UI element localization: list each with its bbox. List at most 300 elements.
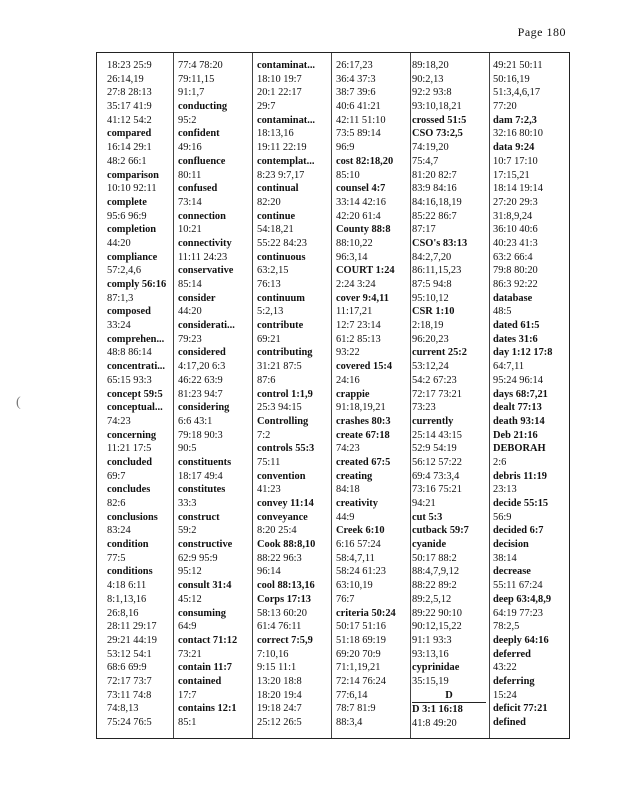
index-entry-refs: 77:4 78:20	[178, 60, 223, 71]
index-column-2	[178, 59, 250, 730]
index-entry-refs: 86:11,15,23	[412, 265, 462, 277]
index-entry-refs: 78:7 81:9	[336, 703, 376, 715]
index-entry-term: constituents	[178, 456, 232, 468]
index-entry-refs: 82:20	[257, 196, 281, 208]
index-entry-refs: 41:23	[257, 484, 281, 496]
index-entry-term: Cook 88:8,10	[257, 539, 316, 551]
index-entry-refs: 25:12 26:5	[257, 717, 302, 728]
index-entry-refs: 64:19 77:23	[493, 607, 543, 619]
index-entry-refs: 79:18 90:3	[178, 429, 223, 441]
index-entry-refs: 80:11	[178, 169, 202, 181]
index-entry-refs: 59:2	[178, 525, 197, 537]
index-entry-term: deep 63:4,8,9	[493, 593, 552, 605]
index-entry-term: considered	[178, 347, 226, 359]
index-entry-refs: 58:13 60:20	[257, 607, 307, 619]
index-entry-refs: 20:1 22:17	[257, 87, 302, 99]
index-entry-refs: 56:9	[493, 511, 512, 523]
index-entry-term: constitutes	[178, 484, 226, 496]
index-entry-refs: 93:13,16	[412, 648, 449, 660]
index-entry-refs: 63:2 66:4	[493, 251, 533, 263]
index-entry-term: conclusions	[107, 511, 158, 523]
index-entry-term: connectivity	[178, 237, 232, 249]
index-entry-term: contemplat...	[257, 155, 315, 167]
index-entry-term: conservative	[178, 265, 234, 277]
index-entry-refs: 64:7,11	[493, 361, 525, 373]
index-entry-refs: 19:11 22:19	[257, 142, 307, 154]
index-column-3	[257, 59, 329, 730]
index-entry-refs: 6:6 43:1	[178, 415, 213, 427]
index-entry-refs: 75:4,7	[412, 155, 439, 167]
index-entry-refs: 32:16 80:10	[493, 128, 543, 140]
index-entry-refs: 18:17 49:4	[178, 470, 223, 482]
index-entry-term: considerati...	[178, 320, 235, 332]
index-entry-refs: 77:5	[107, 552, 126, 564]
index-entry-term: decrease	[493, 566, 531, 578]
index-entry-term: concludes	[107, 484, 151, 496]
index-entry-term: current 25:2	[412, 347, 467, 359]
index-entry-term: considering	[178, 402, 230, 414]
index-entry-refs: 73:5 89:14	[336, 128, 381, 140]
index-entry-term: Controlling	[257, 415, 309, 427]
index-column-1	[107, 59, 171, 730]
index-entry-refs: 69:20 70:9	[336, 648, 381, 660]
index-entry-refs: 73:11 74:8	[107, 689, 152, 701]
index-entry-refs: 82:6	[107, 498, 126, 509]
index-entry-refs: 87:17	[412, 224, 436, 236]
index-entry-refs: 18:20 19:4	[257, 689, 302, 701]
index-entry-refs: 33:3	[178, 498, 197, 509]
index-entry-term: database	[493, 292, 533, 304]
index-entry-term: cyprinidae	[412, 662, 460, 674]
index-entry-term: conceptual...	[107, 402, 163, 414]
word-index-box	[96, 52, 570, 739]
index-entry-refs: 95:24 96:14	[493, 374, 543, 386]
index-entry-refs: 85:22 86:7	[412, 210, 457, 222]
index-entry-term: counsel 4:7	[336, 183, 386, 195]
index-entry-refs: 91:18,19,21	[336, 402, 386, 414]
index-entry-refs: 55:11 67:24	[493, 580, 543, 592]
index-entry-term: deferring	[493, 675, 535, 687]
index-entry-refs: 40:23 41:3	[493, 237, 538, 249]
index-entry-term: deferred	[493, 648, 531, 660]
index-entry-refs: 64:9	[178, 621, 197, 633]
index-entry-refs: 55:22 84:23	[257, 237, 307, 249]
index-entry-term: crossed 51:5	[412, 114, 467, 126]
index-entry-refs: 27:20 29:3	[493, 196, 538, 208]
index-entry-refs: 44:20	[178, 306, 202, 318]
index-entry-refs: 18:10 19:7	[257, 73, 302, 85]
index-entry-refs: 95:6 96:9	[107, 210, 147, 222]
index-entry-refs: 74:19,20	[412, 142, 449, 154]
index-column-6	[493, 59, 569, 730]
index-entry-term: creativity	[336, 498, 378, 509]
column-divider	[410, 53, 411, 738]
index-entry-refs: 50:16,19	[493, 73, 530, 85]
index-entry-refs: 74:23	[107, 415, 131, 427]
index-entry-term: contaminat...	[257, 114, 316, 126]
index-entry-refs: 79:11,15	[178, 73, 215, 85]
index-entry-refs: 8:20 25:4	[257, 525, 297, 537]
index-entry-refs: 2:6	[493, 456, 507, 468]
index-entry-term: created 67:5	[336, 456, 391, 468]
column-divider	[331, 53, 332, 738]
index-column-5	[412, 59, 486, 731]
index-entry-term: conditions	[107, 566, 153, 578]
index-entry-term: death 93:14	[493, 415, 545, 427]
index-entry-refs: 81:20 82:7	[412, 169, 457, 181]
index-entry-term: data 9:24	[493, 142, 535, 154]
margin-mark: (	[16, 395, 21, 410]
index-entry-term: dam 7:2,3	[493, 114, 537, 126]
index-entry-refs: 88:22 96:3	[257, 552, 302, 564]
index-entry-refs: 53:12,24	[412, 361, 449, 373]
index-entry-refs: 81:23 94:7	[178, 388, 223, 400]
index-entry-refs: 18:23 25:9	[107, 60, 152, 71]
index-entry-term: criteria 50:24	[336, 607, 396, 619]
index-entry-refs: 58:24 61:23	[336, 566, 386, 578]
index-entry-refs: 61:2 85:13	[336, 333, 381, 345]
index-entry-term: convention	[257, 470, 306, 482]
index-column-4	[336, 59, 408, 730]
index-entry-term: condition	[107, 539, 149, 551]
index-entry-refs: 19:18 24:7	[257, 703, 302, 715]
index-entry-term: continuous	[257, 251, 306, 263]
index-entry-refs: 48:5	[493, 306, 512, 318]
index-entry-term: consider	[178, 292, 216, 304]
index-entry-refs: 72:14 76:24	[336, 675, 386, 687]
column-divider	[173, 53, 174, 738]
index-entry-refs: 90:5	[178, 443, 197, 455]
index-entry-refs: 69:21	[257, 333, 281, 345]
index-entry-term: contain 11:7	[178, 662, 232, 674]
index-entry-term: completion	[107, 224, 157, 236]
index-entry-refs: 89:22 90:10	[412, 607, 462, 619]
index-entry-refs: 10:7 17:10	[493, 155, 538, 167]
index-entry-term: correct 7:5,9	[257, 634, 313, 646]
index-entry-term: dates 31:6	[493, 333, 538, 345]
index-entry-term: concluded	[107, 456, 153, 468]
index-entry-refs: 84:16,18,19	[412, 196, 462, 208]
index-entry-term: continuum	[257, 292, 305, 304]
index-entry-refs: 36:10 40:6	[493, 224, 538, 236]
index-entry-term: continual	[257, 183, 299, 195]
index-entry-refs: 51:18 69:19	[336, 634, 386, 646]
index-entry-term: covered 15:4	[336, 361, 393, 373]
index-entry-term: decide 55:15	[493, 498, 549, 509]
index-entry-refs: 35:15,19	[412, 675, 449, 687]
index-entry-refs: 73:16 75:21	[412, 484, 462, 496]
index-entry-refs: 43:22	[493, 662, 517, 674]
index-entry-refs: 7:2	[257, 429, 271, 441]
index-entry-refs: 87:5 94:8	[412, 279, 452, 290]
index-entry-term: deficit 77:21	[493, 703, 548, 715]
index-entry-term: debris 11:19	[493, 470, 547, 482]
index-entry-refs: 50:17 51:16	[336, 621, 386, 633]
index-entry-refs: 41:12 54:2	[107, 114, 152, 126]
index-entry-term: crashes 80:3	[336, 415, 391, 427]
index-entry-refs: 33:14 42:16	[336, 196, 386, 208]
index-section-letter: D	[412, 689, 486, 704]
index-entry-refs: 2:18,19	[412, 320, 444, 332]
index-entry-term: Corps 17:13	[257, 593, 311, 605]
index-entry-refs: 4:18 6:11	[107, 580, 147, 592]
index-entry-refs: 69:7	[107, 470, 126, 482]
index-entry-refs: 38:14	[493, 552, 517, 564]
index-entry-refs: 79:23	[178, 333, 202, 345]
index-entry-term: complete	[107, 196, 147, 208]
index-entry-term: creating	[336, 470, 373, 482]
index-entry-refs: 26:17,23	[336, 60, 373, 71]
index-entry-refs: 74:8,13	[107, 703, 139, 715]
index-entry-refs: 10:21	[178, 224, 202, 236]
index-entry-refs: 96:20,23	[412, 333, 449, 345]
index-entry-term: control 1:1,9	[257, 388, 313, 400]
index-entry-refs: 23:13	[493, 484, 517, 496]
index-entry-refs: 17:15,21	[493, 169, 530, 181]
index-entry-refs: 8:23 9:7,17	[257, 169, 305, 181]
index-entry-refs: 42:11 51:10	[336, 114, 386, 126]
index-entry-refs: 24:16	[336, 374, 360, 386]
index-entry-refs: 31:8,9,24	[493, 210, 533, 222]
index-entry-term: CSO 73:2,5	[412, 128, 463, 140]
index-entry-term: construct	[178, 511, 220, 523]
index-entry-refs: 49:21 50:11	[493, 60, 543, 71]
index-entry-refs: 53:12 54:1	[107, 648, 152, 660]
index-entry-refs: 50:17 88:2	[412, 552, 457, 564]
index-entry-term: COURT 1:24	[336, 265, 395, 277]
index-entry-refs: 40:6 41:21	[336, 101, 381, 113]
index-entry-refs: 26:14,19	[107, 73, 144, 85]
index-entry-refs: 85:10	[336, 169, 360, 181]
index-entry-refs: 74:23	[336, 443, 360, 455]
index-entry-term: composed	[107, 306, 151, 318]
index-entry-refs: 96:3,14	[336, 251, 368, 263]
index-entry-refs: 2:24 3:24	[336, 279, 376, 290]
index-entry-refs: 25:3 94:15	[257, 402, 302, 414]
index-entry-refs: 41:8 49:20	[412, 718, 457, 729]
index-entry-refs: 10:10 92:11	[107, 183, 157, 195]
index-entry-refs: 96:14	[257, 566, 281, 578]
index-entry-term: decided 6:7	[493, 525, 544, 537]
index-entry-refs: 61:4 76:11	[257, 621, 302, 633]
index-entry-refs: 13:20 18:8	[257, 675, 302, 687]
index-entry-refs: 4:17,20 6:3	[178, 361, 226, 373]
index-entry-term: dated 61:5	[493, 320, 540, 332]
index-entry-refs: 90:12,15,22	[412, 621, 462, 633]
index-entry-refs: 89:2,5,12	[412, 593, 452, 605]
index-entry-refs: 63:2,15	[257, 265, 289, 277]
index-entry-refs: 29:7	[257, 101, 276, 113]
index-entry-refs: 54:18,21	[257, 224, 294, 236]
index-entry-refs: 91:1 93:3	[412, 634, 452, 646]
index-entry-refs: 90:2,13	[412, 73, 444, 85]
index-entry-term: conducting	[178, 101, 228, 113]
index-entry-term: contaminat...	[257, 60, 316, 71]
index-entry-refs: 95:2	[178, 114, 197, 126]
index-entry-refs: 73:21	[178, 648, 202, 660]
index-entry-refs: 88:22 89:2	[412, 580, 457, 592]
index-entry-term: CSR 1:10	[412, 306, 455, 318]
index-entry-term: cool 88:13,16	[257, 580, 315, 592]
index-entry-refs: 88:3,4	[336, 717, 363, 728]
index-entry-term: D 3:1 16:18	[412, 704, 463, 716]
index-entry-term: defined	[493, 717, 526, 728]
index-entry-refs: 85:1	[178, 717, 197, 728]
column-divider	[252, 53, 253, 738]
index-entry-refs: 84:18	[336, 484, 360, 496]
index-entry-refs: 95:10,12	[412, 292, 449, 304]
index-entry-term: continue	[257, 210, 296, 222]
index-entry-refs: 87:6	[257, 374, 276, 386]
index-entry-refs: 18:14 19:14	[493, 183, 543, 195]
index-entry-term: deeply 64:16	[493, 634, 549, 646]
index-entry-refs: 89:18,20	[412, 60, 449, 71]
index-entry-term: cover 9:4,11	[336, 292, 389, 304]
index-entry-refs: 72:17 73:7	[107, 675, 152, 687]
index-entry-term: comparison	[107, 169, 159, 181]
index-entry-refs: 73:23	[412, 402, 436, 414]
index-entry-refs: 91:1,7	[178, 87, 205, 99]
index-entry-refs: 78:2,5	[493, 621, 520, 633]
index-entry-refs: 88:10,22	[336, 237, 373, 249]
index-entry-refs: 83:24	[107, 525, 131, 537]
index-entry-term: confluence	[178, 155, 226, 167]
index-entry-term: controls 55:3	[257, 443, 315, 455]
index-entry-refs: 42:20 61:4	[336, 210, 381, 222]
index-entry-refs: 31:21 87:5	[257, 361, 302, 373]
index-entry-refs: 93:10,18,21	[412, 101, 462, 113]
index-entry-term: cut 5:3	[412, 511, 443, 523]
page-number: Page 180	[517, 25, 566, 39]
index-entry-term: compared	[107, 128, 152, 140]
index-entry-refs: 12:7 23:14	[336, 320, 381, 332]
index-entry-refs: 96:9	[336, 142, 355, 154]
index-entry-refs: 15:24	[493, 689, 517, 701]
column-divider	[489, 53, 490, 738]
index-entry-refs: 62:9 95:9	[178, 552, 218, 564]
index-entry-refs: 18:13,16	[257, 128, 294, 140]
index-entry-refs: 45:12	[178, 593, 202, 605]
index-entry-refs: 86:3 92:22	[493, 279, 538, 290]
index-entry-refs: 35:17 41:9	[107, 101, 152, 113]
index-entry-term: conveyance	[257, 511, 308, 523]
index-entry-refs: 38:7 39:6	[336, 87, 376, 99]
index-entry-refs: 85:14	[178, 279, 202, 290]
index-entry-refs: 65:15 93:3	[107, 374, 152, 386]
index-entry-term: consult 31:4	[178, 580, 232, 592]
index-entry-refs: 95:12	[178, 566, 202, 578]
index-entry-refs: 33:24	[107, 320, 131, 332]
index-entry-refs: 73:14	[178, 196, 202, 208]
index-entry-term: crappie	[336, 388, 370, 400]
index-entry-refs: 8:1,13,16	[107, 593, 147, 605]
index-entry-refs: 7:10,16	[257, 648, 289, 660]
index-entry-refs: 49:16	[178, 142, 202, 154]
index-entry-term: concentrati...	[107, 361, 165, 373]
index-entry-term: contains 12:1	[178, 703, 237, 715]
index-entry-refs: 36:4 37:3	[336, 73, 376, 85]
index-entry-term: concerning	[107, 429, 157, 441]
index-entry-refs: 17:7	[178, 689, 197, 701]
index-entry-refs: 75:11	[257, 456, 281, 468]
index-entry-refs: 29:21 44:19	[107, 634, 157, 646]
index-entry-refs: 58:4,7,11	[336, 552, 375, 564]
index-entry-term: concept 59:5	[107, 388, 163, 400]
index-entry-refs: 84:2,7,20	[412, 251, 452, 263]
index-entry-refs: 11:21 17:5	[107, 443, 152, 455]
index-entry-term: create 67:18	[336, 429, 390, 441]
index-entry-refs: 57:2,4,6	[107, 265, 142, 277]
index-entry-refs: 71:1,19,21	[336, 662, 381, 674]
index-entry-term: cost 82:18,20	[336, 155, 394, 167]
index-entry-refs: 44:20	[107, 237, 131, 249]
index-entry-term: convey 11:14	[257, 498, 314, 509]
index-entry-term: cutback 59:7	[412, 525, 469, 537]
index-entry-refs: 46:22 63:9	[178, 374, 223, 386]
index-entry-refs: 26:8,16	[107, 607, 139, 619]
index-entry-refs: 77:6,14	[336, 689, 368, 701]
index-entry-term: contributing	[257, 347, 313, 359]
index-entry-refs: 56:12 57:22	[412, 456, 462, 468]
index-entry-refs: 11:11 24:23	[178, 251, 228, 263]
index-entry-refs: 68:6 69:9	[107, 662, 147, 674]
index-entry-term: Creek 6:10	[336, 525, 385, 537]
index-entry-term: CSO's 83:13	[412, 237, 468, 249]
index-entry-refs: 28:11 29:17	[107, 621, 157, 633]
index-entry-refs: 27:8 28:13	[107, 87, 152, 99]
index-entry-refs: 44:9	[336, 511, 355, 523]
index-entry-term: constructive	[178, 539, 233, 551]
index-entry-term: Deb 21:16	[493, 429, 538, 441]
index-entry-refs: 5:2,13	[257, 306, 284, 318]
index-entry-refs: 72:17 73:21	[412, 388, 462, 400]
index-entry-refs: 51:3,4,6,17	[493, 87, 541, 99]
index-entry-term: County 88:8	[336, 224, 391, 236]
index-entry-term: DEBORAH	[493, 443, 546, 455]
index-entry-term: contained	[178, 675, 222, 687]
index-entry-refs: 52:9 54:19	[412, 443, 457, 455]
index-entry-refs: 48:2 66:1	[107, 155, 147, 167]
index-entry-refs: 63:10,19	[336, 580, 373, 592]
index-entry-term: currently	[412, 415, 454, 427]
index-entry-term: confident	[178, 128, 220, 140]
index-entry-term: days 68:7,21	[493, 388, 548, 400]
index-entry-refs: 9:15 11:1	[257, 662, 297, 674]
index-entry-refs: 93:22	[336, 347, 360, 359]
index-entry-refs: 25:14 43:15	[412, 429, 462, 441]
index-entry-term: confused	[178, 183, 218, 195]
index-entry-refs: 54:2 67:23	[412, 374, 457, 386]
index-entry-term: consuming	[178, 607, 226, 619]
index-entry-refs: 75:24 76:5	[107, 717, 152, 728]
index-entry-refs: 79:8 80:20	[493, 265, 538, 277]
index-entry-refs: 94:21	[412, 498, 436, 509]
index-entry-refs: 69:4 73:3,4	[412, 470, 460, 482]
index-entry-refs: 76:7	[336, 593, 355, 605]
index-entry-refs: 87:1,3	[107, 292, 134, 304]
index-entry-term: comprehen...	[107, 333, 165, 345]
index-entry-refs: 6:16 57:24	[336, 539, 381, 551]
index-entry-term: day 1:12 17:8	[493, 347, 553, 359]
index-entry-refs: 11:17,21	[336, 306, 373, 318]
index-entry-term: connection	[178, 210, 226, 222]
index-entry-refs: 48:8 86:14	[107, 347, 152, 359]
index-entry-refs: 16:14 29:1	[107, 142, 152, 154]
index-entry-term: decision	[493, 539, 529, 551]
index-entry-refs: 76:13	[257, 279, 281, 290]
index-entry-term: cyanide	[412, 539, 447, 551]
index-entry-term: contribute	[257, 320, 304, 332]
